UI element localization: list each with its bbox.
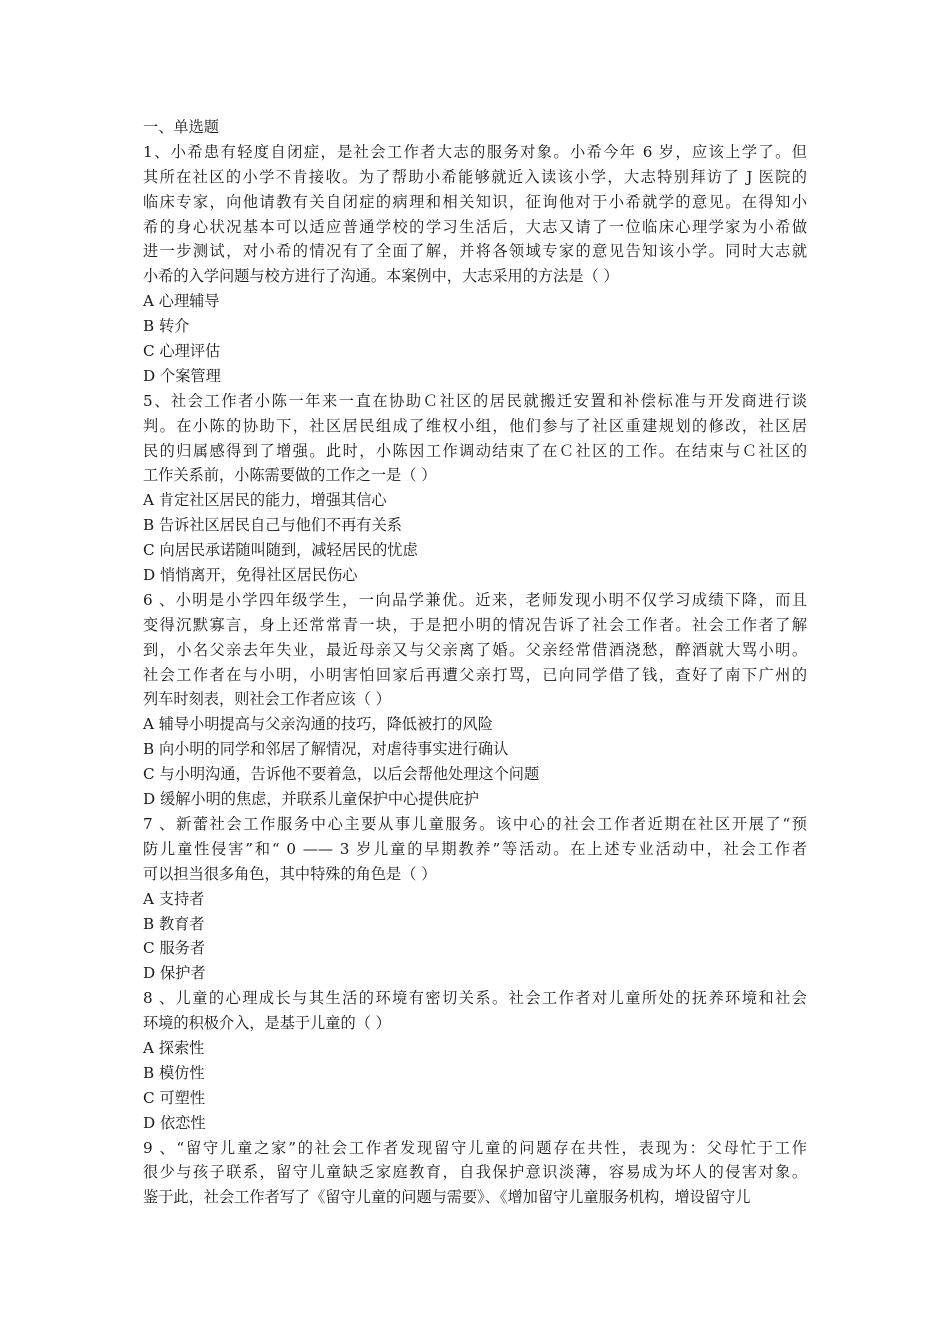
question-text-line: 民的归属感得到了增强。此时，小陈因工作调动结束了在Ｃ社区的工作。在结束与Ｃ社区的 [143, 441, 808, 460]
question-block [143, 588, 807, 812]
answer-option: A 心理辅导 [143, 292, 220, 311]
answer-option: B 教育者 [143, 914, 205, 933]
answer-option: A 支持者 [143, 889, 205, 908]
question-block [143, 1136, 807, 1211]
question-text-line: 其所在社区的小学不肯接收。为了帮助小希能够就近入读该小学，大志特别拜访了 J 医院的 [143, 167, 807, 186]
question-block [143, 140, 807, 389]
question-text-line: 到，小名父亲去年失业，最近母亲又与父亲离了婚。父亲经常借酒浇愁，醉酒就大骂小明。 [143, 640, 807, 659]
question-text-line: 希的身心状况基本可以适应普通学校的学习生活后，大志又请了一位临床心理学家为小希做 [143, 217, 807, 236]
question-text-line: 防儿童性侵害”和“ 0 —— 3 岁儿童的早期教养”等活动。在上述专业活动中，社会工作者 [143, 839, 807, 858]
question-text-line: 鉴于此，社会工作者写了《留守儿童的问题与需要》、《增加留守儿童服务机构，增设留守儿 [143, 1188, 751, 1207]
question-text-line: 判。在小陈的协助下，社区居民组成了维权小组，他们参与了社区重建规划的修改，社区居 [143, 416, 807, 435]
question-text-line: 1、小希患有轻度自闭症，是社会工作者大志的服务对象。小希今年 6 岁，应该上学了。但 [143, 142, 807, 161]
answer-option: D 缓解小明的焦虑，并联系儿童保护中心提供庇护 [143, 790, 479, 809]
answer-option: B 模仿性 [143, 1063, 205, 1082]
question-text-line: 小希的入学问题与校方进行了沟通。本案例中，大志采用的方法是（ ） [143, 267, 619, 286]
question-text-line: 6 、小明是小学四年级学生，一向品学兼优。近来，老师发现小明不仅学习成绩下降，而且 [143, 590, 807, 609]
question-text-line: 很少与孩子联系，留守儿童缺乏家庭教育，自我保护意识淡薄，容易成为坏人的侵害对象。 [143, 1163, 807, 1182]
answer-option: B 转介 [143, 317, 190, 336]
answer-option: C 可塑性 [143, 1088, 206, 1107]
question-text-line: 变得沉默寡言，身上还常常青一块，于是把小明的情况告诉了社会工作者。社会工作者了解 [143, 615, 807, 634]
question-text-line: 7 、新蕾社会工作服务中心主要从事儿童服务。该中心的社会工作者近期在社区开展了“预 [143, 814, 807, 833]
question-text-line: 5、社会工作者小陈一年来一直在协助Ｃ社区的居民就搬迁安置和补偿标准与开发商进行谈 [143, 391, 807, 410]
answer-option: C 向居民承诺随叫随到，减轻居民的忧虑 [143, 541, 418, 560]
question-text-line: 进一步测试，对小希的情况有了全面了解，并将各领域专家的意见告知该小学。同时大志就 [143, 242, 807, 261]
answer-option: C 与小明沟通，告诉他不要着急，以后会帮他处理这个问题 [143, 765, 540, 784]
question-text-line: 8 、儿童的心理成长与其生活的环境有密切关系。社会工作者对儿童所处的抚养环境和社会 [143, 989, 807, 1008]
answer-option: D 个案管理 [143, 366, 221, 385]
answer-option: C 服务者 [143, 939, 206, 958]
question-text-line: 临床专家，向他请教有关自闭症的病理和相关知识，征询他对于小希就学的意见。在得知小 [143, 192, 807, 211]
question-text-line: 可以担当很多角色，其中特殊的角色是（ ） [143, 864, 437, 883]
question-block [143, 986, 807, 1135]
answer-option: A 肯定社区居民的能力，增强其信心 [143, 491, 387, 510]
answer-option: D 保护者 [143, 964, 206, 983]
question-block [143, 389, 807, 588]
question-text-line: 社会工作者在与小明，小明害怕回家后再遭父亲打骂，已向同学借了钱，查好了南下广州的 [143, 665, 807, 684]
answer-option: C 心理评估 [143, 342, 221, 361]
question-text-line: 列车时刻表，则社会工作者应该（ ） [143, 690, 391, 709]
answer-option: A 探索性 [143, 1038, 205, 1057]
document-body [143, 115, 807, 1210]
answer-option: D 悄悄离开，免得社区居民伤心 [143, 566, 358, 585]
question-text-line: 工作关系前，小陈需要做的工作之一是（ ） [143, 466, 437, 485]
section-title: 一、单选题 [143, 118, 219, 136]
answer-option: A 辅导小明提高与父亲沟通的技巧，降低被打的风险 [143, 715, 493, 734]
answer-option: D 依恋性 [143, 1113, 206, 1132]
answer-option: B 告诉社区居民自己与他们不再有关系 [143, 516, 402, 535]
question-text-line: 9 、“留守儿童之家”的社会工作者发现留守儿童的问题存在共性，表现为：父母忙于工作 [143, 1138, 807, 1157]
question-text-line: 环境的积极介入，是基于儿童的（ ） [143, 1014, 391, 1033]
question-block [143, 812, 807, 986]
answer-option: B 向小明的同学和邻居了解情况，对虐待事实进行确认 [143, 740, 509, 759]
